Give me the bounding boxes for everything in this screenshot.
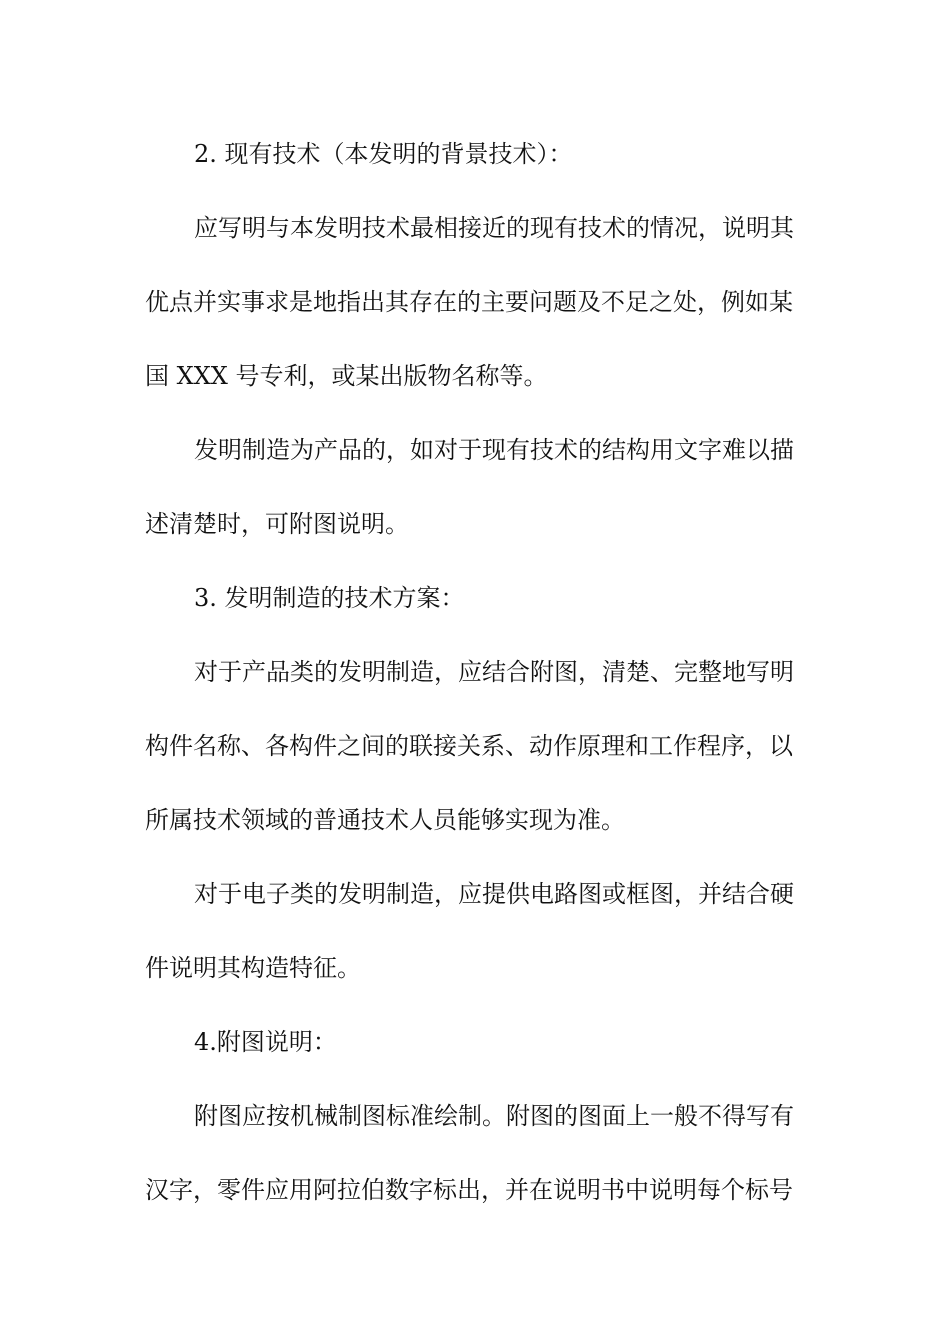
text-line: 对于产品类的发明制造，应结合附图，清楚、完整地写明 [194, 658, 794, 686]
text-line: 优点并实事求是地指出其存在的主要问题及不足之处，例如某 [145, 288, 793, 316]
heading-technical-solution: 3. 发明制造的技术方案： [194, 584, 465, 612]
text-line: 所属技术领域的普通技术人员能够实现为准。 [145, 806, 625, 834]
text-line: 对于电子类的发明制造，应提供电路图或框图，并结合硬 [194, 880, 794, 908]
text-line: 述清楚时，可附图说明。 [145, 510, 409, 538]
text-line: 发明制造为产品的，如对于现有技术的结构用文字难以描 [194, 436, 794, 464]
text-line: 件说明其构造特征。 [145, 954, 361, 982]
text-line: 汉字，零件应用阿拉伯数字标出，并在说明书中说明每个标号 [145, 1176, 793, 1204]
text-line: 应写明与本发明技术最相接近的现有技术的情况，说明其 [194, 214, 794, 242]
text-line: 国 XXX 号专利，或某出版物名称等。 [145, 362, 548, 390]
heading-prior-art: 2. 现有技术（本发明的背景技术）： [194, 140, 573, 168]
text-line: 附图应按机械制图标准绘制。附图的图面上一般不得写有 [194, 1102, 794, 1130]
text-line: 构件名称、各构件之间的联接关系、动作原理和工作程序，以 [145, 732, 793, 760]
heading-drawing-description: 4.附图说明： [194, 1028, 337, 1056]
